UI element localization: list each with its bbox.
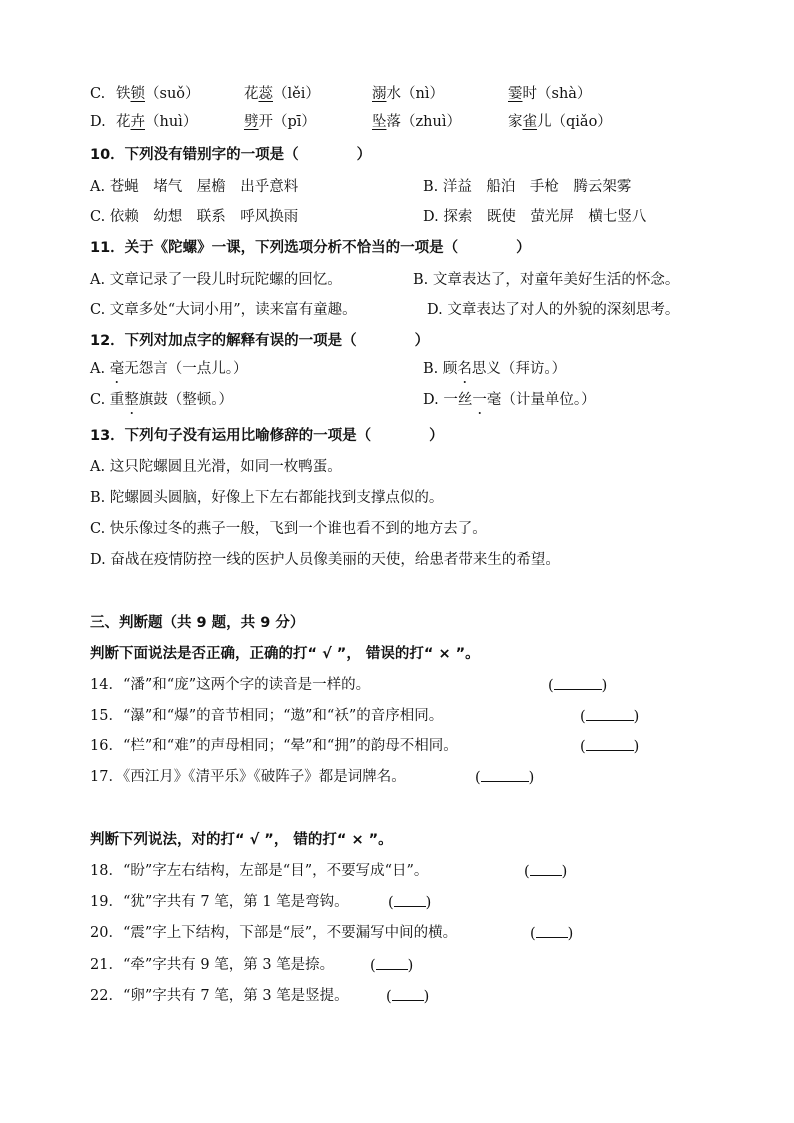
answer-blank[interactable]: ( ) [548,675,607,696]
judge-item-15 [90,706,640,726]
judge-item-text: 19．“犹”字共有 7 笔，第 1 笔是弯钩。 [90,894,349,910]
option-letter: D. [90,114,106,130]
q13-title: 13．下列句子没有运用比喻修辞的一项是（ ） [90,428,444,444]
q13-option-a: A. 这只陀螺圆且光滑，如同一枚鸭蛋。 [90,459,342,475]
pinyin-item: 劈开（pī） [244,114,316,130]
q12-option-a: A. 毫无怨言（一点儿。） [90,361,248,377]
judge-item-20 [90,923,574,943]
q10-option-b: B. 洋益 船泊 手枪 腾云架雾 [423,179,632,195]
pinyin-item: 霎时（shà） [508,86,592,102]
section3-instruction-1: 判断下面说法是否正确，正确的打“ √ ”， 错误的打“ × ”。 [90,646,480,662]
q12-option-b: B. 顾名思义（拜访。） [423,361,567,377]
judge-item-22 [90,986,430,1006]
q11-option-b: B. 文章表达了，对童年美好生活的怀念。 [413,272,680,288]
judge-item-text: 14．“潘”和“庞”这两个字的读音是一样的。 [90,677,371,693]
answer-blank[interactable]: ( ) [386,986,429,1007]
judge-item-text: 16．“栏”和“难”的声母相同；“晕”和“拥”的韵母不相同。 [90,738,458,754]
judge-item-text: 22．“卵”字共有 7 笔，第 3 笔是竖提。 [90,988,349,1004]
q13-option-d: D. 奋战在疫情防控一线的医护人员像美丽的天使，给患者带来生的希望。 [90,552,560,568]
judge-item-19 [90,892,432,912]
answer-blank[interactable]: ( ) [580,706,639,727]
q11-title: 11．关于《陀螺》一课，下列选项分析不恰当的一项是（ ） [90,240,531,256]
q10-option-c: C. 依赖 幼想 联系 呼风换雨 [90,209,299,225]
judge-item-text: 21．“牵”字共有 9 笔，第 3 笔是捺。 [90,957,335,973]
q11-option-c: C. 文章多处“大词小用”，读来富有童趣。 [90,302,357,318]
q11-option-d: D. 文章表达了对人的外貌的深刻思考。 [427,302,680,318]
judge-item-text: 15．“瀑”和“爆”的音节相同；“遨”和“袄”的音序相同。 [90,708,444,724]
pinyin-item: 坠落（zhuì） [372,114,461,130]
section3-title: 三、判断题（共 9 题，共 9 分） [90,615,305,631]
pinyin-item: 家雀儿（qiǎo） [508,114,612,130]
q10-option-d: D. 探索 既使 萤光屏 横七竖八 [423,209,647,225]
judge-item-17 [90,767,535,787]
pinyin-item: 铁锁（suǒ） [116,86,200,102]
q13-option-c: C. 快乐像过冬的燕子一般，飞到一个谁也看不到的地方去了。 [90,521,487,537]
judge-item-14 [90,675,608,695]
judge-item-text: 18．“盼”字左右结构，左部是“目”，不要写成“日”。 [90,863,429,879]
q10-title: 10．下列没有错别字的一项是（ ） [90,147,372,163]
answer-blank[interactable]: ( ) [580,736,639,757]
section3-instruction-2: 判断下列说法，对的打“ √ ”， 错的打“ × ”。 [90,832,393,848]
judge-item-18 [90,861,568,881]
q10-option-a: A. 苍蝇 堵气 屋檐 出乎意料 [90,179,299,195]
judge-item-16 [90,736,640,756]
judge-item-text: 17．《西江月》《清平乐》《破阵子》都是词牌名。 [90,769,406,785]
q12-title: 12．下列对加点字的解释有误的一项是（ ） [90,333,430,349]
judge-item-21 [90,955,414,975]
pinyin-item: 溺水（nì） [372,86,444,102]
pinyin-item: 花蕊（lěi） [244,86,320,102]
q11-option-a: A. 文章记录了一段儿时玩陀螺的回忆。 [90,272,342,288]
answer-blank[interactable]: ( ) [475,767,534,788]
q13-option-b: B. 陀螺圆头圆脑，好像上下左右都能找到支撑点似的。 [90,490,444,506]
q12-option-c: C. 重整旗鼓（整顿。） [90,392,234,408]
pinyin-item: 花卉（huì） [116,114,198,130]
answer-blank[interactable]: ( ) [530,923,573,944]
answer-blank[interactable]: ( ) [388,892,431,913]
q12-option-d: D. 一丝一毫（计量单位。） [423,392,596,408]
judge-item-text: 20．“震”字上下结构，下部是“辰”，不要漏写中间的横。 [90,925,458,941]
option-letter: C. [90,86,106,102]
answer-blank[interactable]: ( ) [524,861,567,882]
answer-blank[interactable]: ( ) [370,955,413,976]
